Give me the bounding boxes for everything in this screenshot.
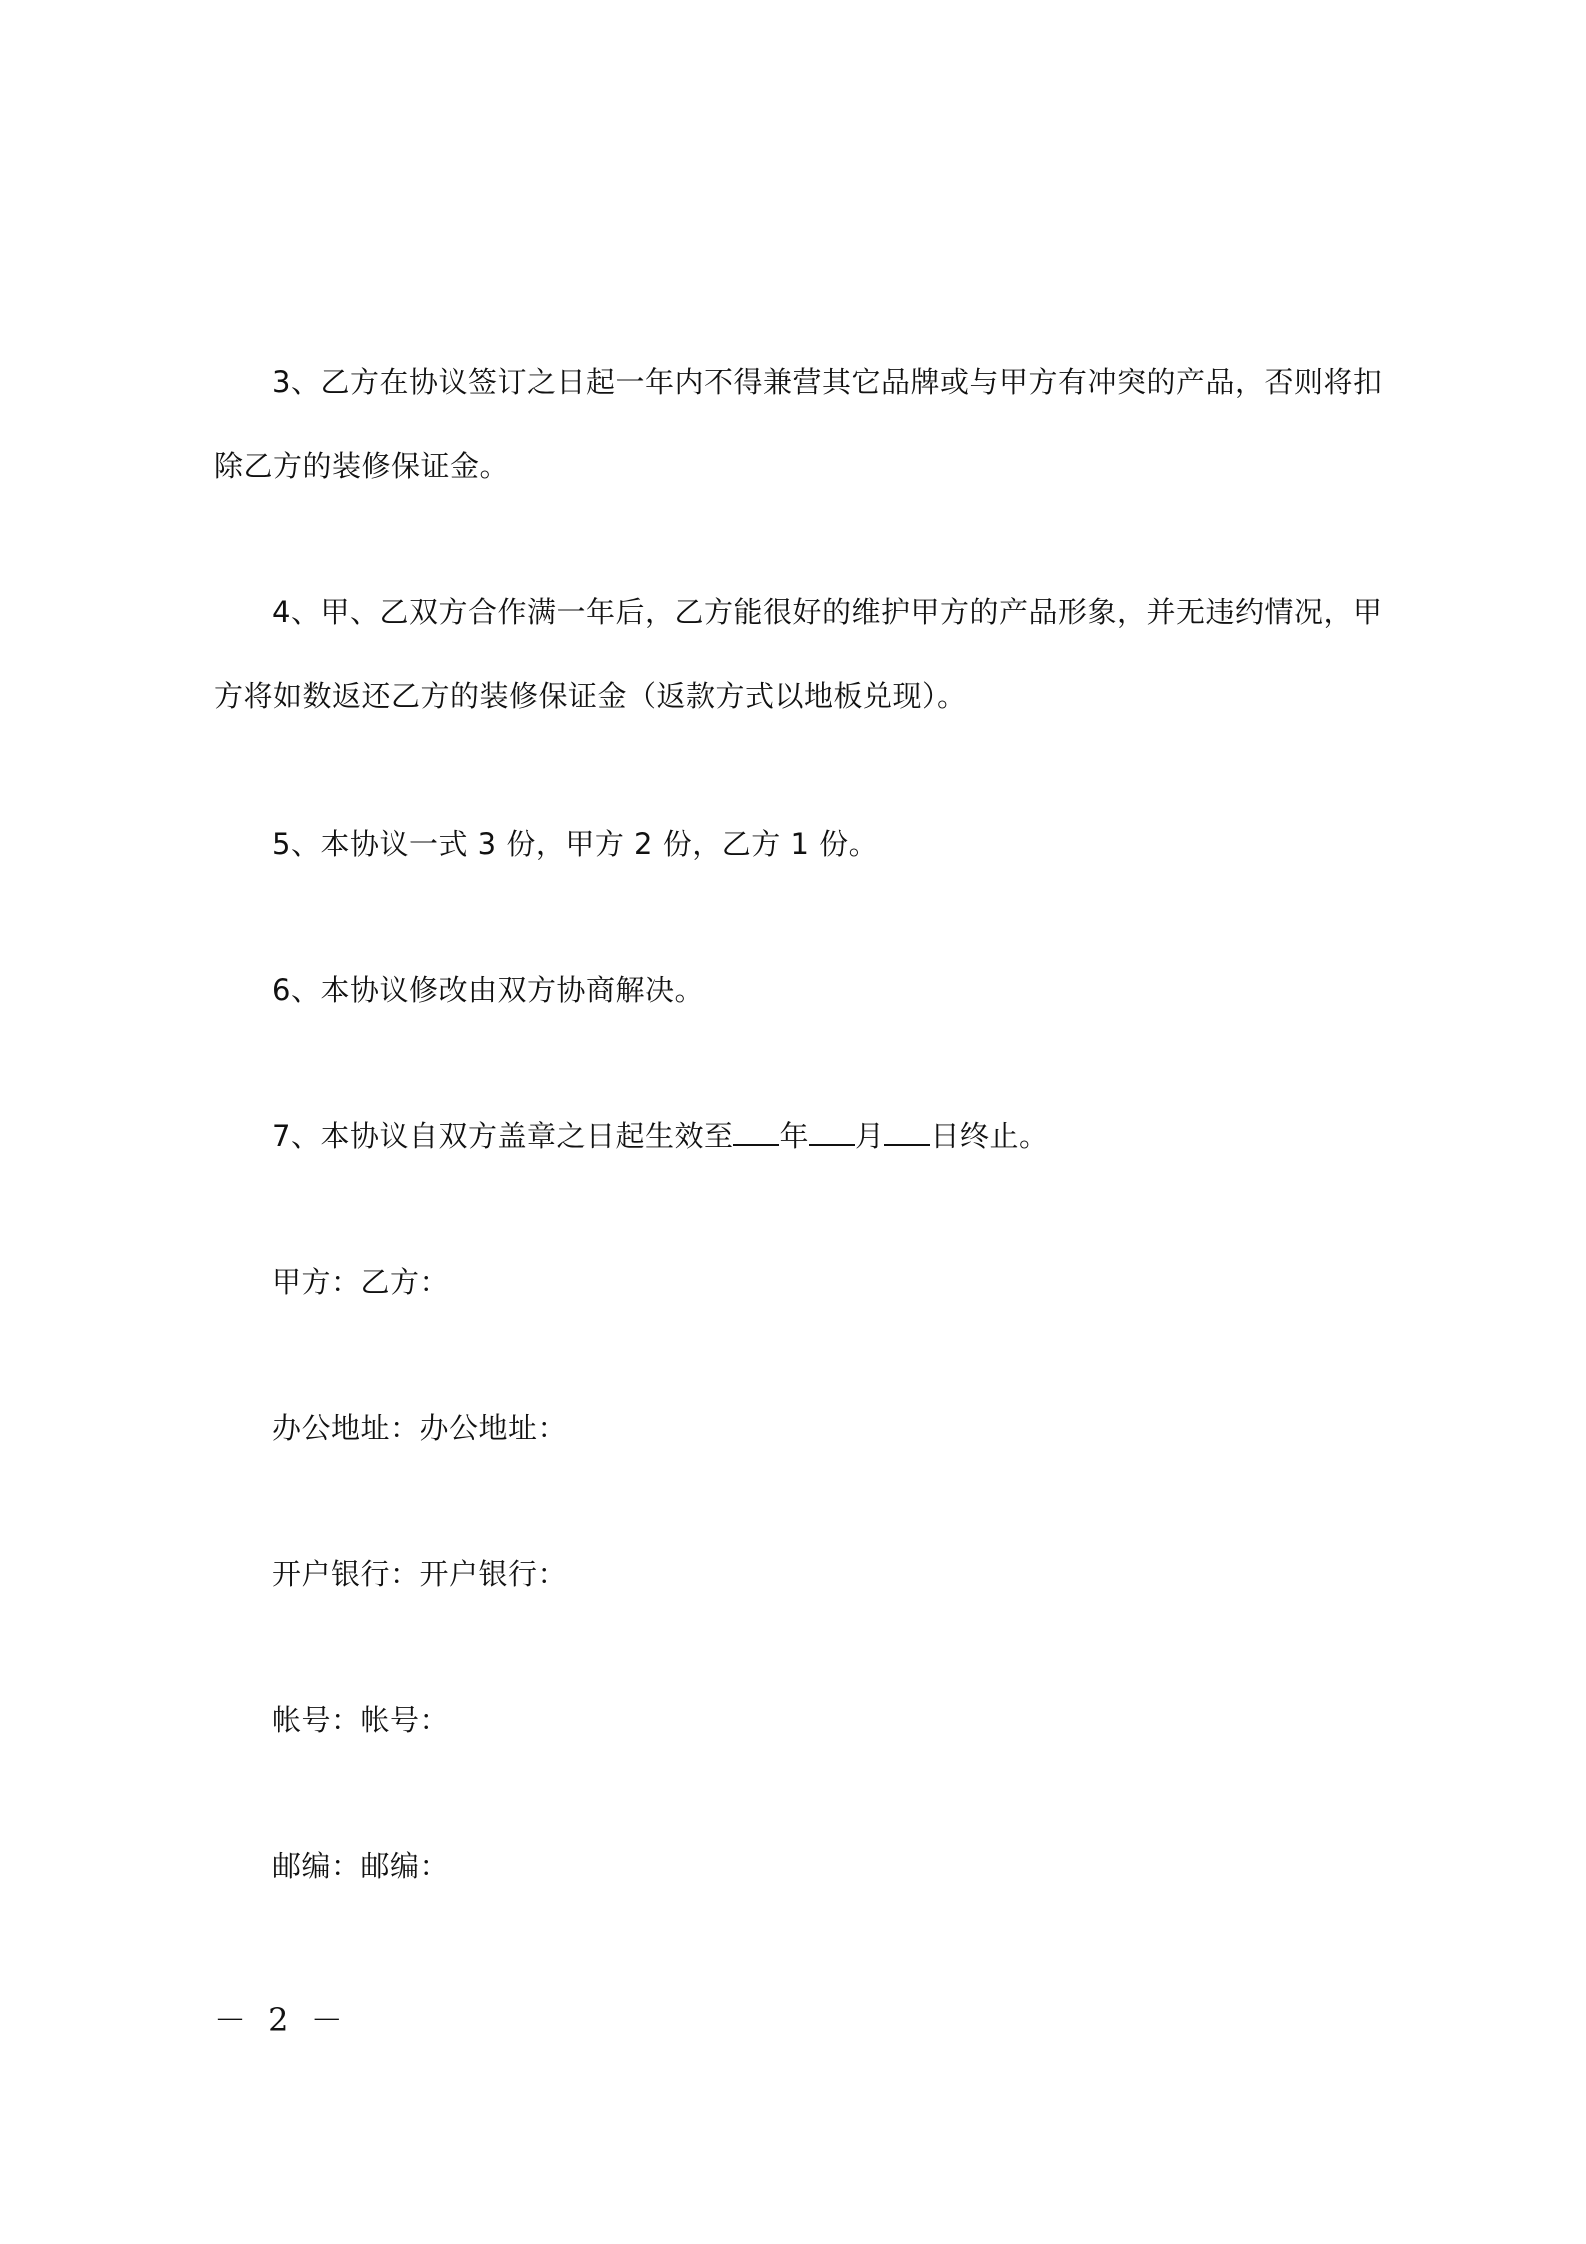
clause-7-year: 年 xyxy=(779,1119,809,1153)
party-line: 甲方：乙方： xyxy=(272,1265,450,1299)
clause-6: 6、本协议修改由双方协商解决。 xyxy=(272,973,704,1007)
clause-5: 5、本协议一式 3 份，甲方 2 份，乙方 1 份。 xyxy=(272,827,879,861)
year-blank xyxy=(733,1116,779,1146)
clause-7-month: 月 xyxy=(854,1119,885,1153)
clause-3: 3、乙方在协议签订之日起一年内不得兼营其它品牌或与甲方有冲突的产品，否则将扣除乙方的装修保证金。 xyxy=(214,365,1383,483)
postcode-line: 邮编：邮编： xyxy=(272,1849,450,1883)
clause-7-prefix: 7、本协议自双方盖章之日起生效至 xyxy=(272,1119,734,1153)
month-blank xyxy=(809,1116,855,1146)
clause-4: 4、甲、乙双方合作满一年后，乙方能很好的维护甲方的产品形象，并无违约情况，甲方将如数返还乙方的装修保证金（返款方式以地板兑现）。 xyxy=(214,595,1383,713)
account-line: 帐号：帐号： xyxy=(272,1703,450,1737)
clause-7 xyxy=(272,1116,1049,1156)
day-blank xyxy=(884,1116,930,1146)
address-line: 办公地址：办公地址： xyxy=(272,1411,568,1445)
page-number: － 2 － xyxy=(214,2001,349,2039)
clause-7-day: 日终止。 xyxy=(930,1119,1049,1153)
bank-line: 开户银行：开户银行： xyxy=(272,1557,568,1591)
